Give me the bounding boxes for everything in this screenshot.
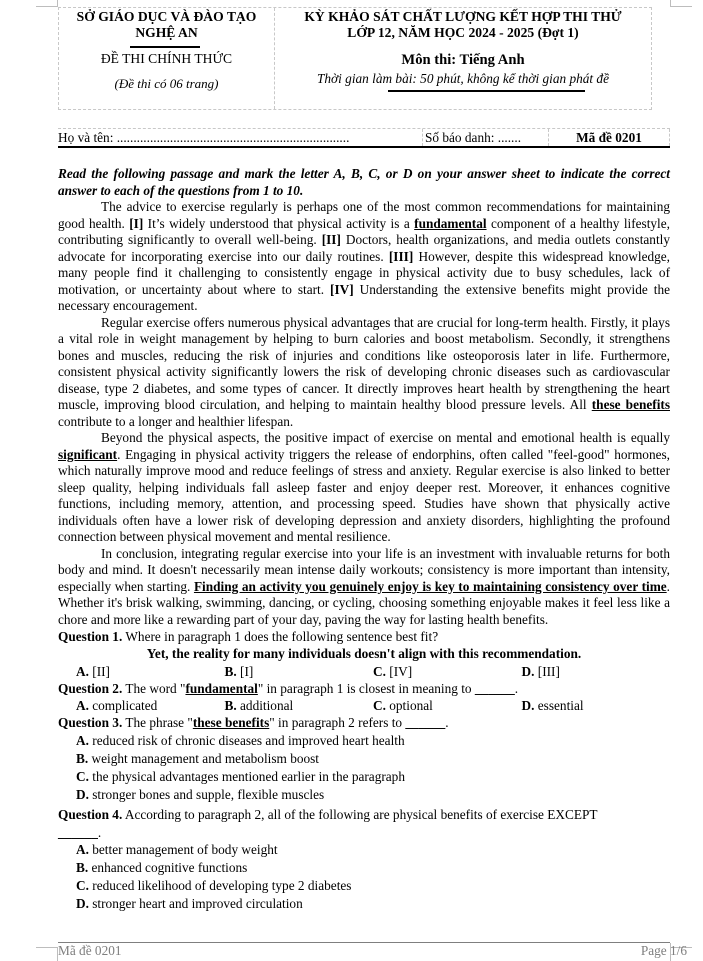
option-d[interactable]: D. stronger heart and improved circulation bbox=[76, 896, 303, 912]
instruction-text: Read the following passage and mark the letter A, B, C, or D on your answer sheet to indicate the correct answer to each of the questions from 1 to 10. bbox=[58, 166, 670, 198]
passage-paragraph-3: Beyond the physical aspects, the positive impact of exercise on mental and emotional health is equally significant. Engaging in physical activity triggers the release of endorphins, often called "feel-good" hormones, which naturally improve mood and reduce feelings of stress and anxiety. Regular exercise is also linked to better sleep quality, helping individuals fall asleep faster and enjoy deeper rest. Moreover, it enhances cognitive functions, including memory, attention, and processing speed. Studies have shown that physically active individuals often have a lower risk of developing depression and anxiety disorders, highlighting the profound connection between physical movement and mental resilience. bbox=[58, 430, 670, 544]
official-exam-label: ĐỀ THI CHÍNH THỨC bbox=[100, 51, 233, 66]
option-c[interactable]: C. [IV] bbox=[373, 663, 413, 679]
info-separator bbox=[669, 129, 670, 146]
candidate-name-field[interactable]: Họ và tên: ...................................................................... bbox=[58, 130, 350, 145]
department-name: SỞ GIÁO DỤC VÀ ĐÀO TẠO bbox=[76, 9, 257, 24]
exam-title: KỲ KHẢO SÁT CHẤT LƯỢNG KẾT HỢP THI THỬ bbox=[304, 9, 622, 24]
crop-mark-bottom-left-h bbox=[36, 947, 58, 948]
question-4 bbox=[58, 805, 670, 914]
option-d[interactable]: D. essential bbox=[521, 698, 584, 714]
header-right-cell bbox=[275, 8, 651, 109]
passage-paragraph-2: Regular exercise offers numerous physical advantages that are crucial for long-term health. Firstly, it plays a vital role in weight management by helping to burn calories and boost metabolism. Secondly, it strengthens bones and muscles, reducing the risk of injuries and conditions like osteoporosis later in life. Furthermore, consistent physical activity significantly lowers the risk of developing chronic diseases such as cardiovascular disease, type 2 diabetes, and some types of cancer. It directly improves heart health by strengthening the heart muscle, improving blood circulation, and helping to maintain healthy blood pressure levels. All these benefits contribute to a longer and healthier lifespan. bbox=[58, 314, 670, 429]
option-a[interactable]: A. reduced risk of chronic diseases and improved heart health bbox=[76, 732, 405, 748]
option-c[interactable]: C. optional bbox=[373, 698, 433, 714]
exam-code: Mã đề 0201 bbox=[576, 130, 642, 145]
question-stem: Question 4. According to paragraph 2, all of the following are physical benefits of exercise EXCEPT bbox=[58, 806, 598, 822]
option-b[interactable]: B. weight management and metabolism boost bbox=[76, 750, 320, 766]
footer-exam-code: Mã đề 0201 bbox=[58, 943, 122, 958]
page-count-note: (Đề thi có 06 trang) bbox=[114, 76, 219, 91]
question-1 bbox=[58, 628, 670, 680]
question-stem: Question 1. Where in paragraph 1 does the following sentence best fit? bbox=[58, 629, 439, 644]
option-b[interactable]: B. additional bbox=[224, 698, 294, 714]
header-left-cell bbox=[59, 8, 275, 109]
keyword-significant: significant bbox=[58, 446, 118, 462]
candidate-id-field[interactable]: Số báo danh: ....... bbox=[425, 130, 522, 145]
time-allowed: Thời gian làm bài: 50 phút, không kể thời gian phát đề bbox=[317, 71, 609, 86]
options-row bbox=[58, 697, 670, 714]
question-3 bbox=[58, 714, 670, 804]
option-a[interactable]: A. better management of body weight bbox=[76, 841, 278, 857]
option-a[interactable]: A. [II] bbox=[76, 663, 110, 679]
question-stem: Question 3. The phrase "these benefits" in paragraph 2 refers to ______. bbox=[58, 715, 449, 731]
option-d[interactable]: D. [III] bbox=[521, 663, 560, 679]
crop-mark-top-right-h bbox=[670, 6, 692, 7]
option-c[interactable]: C. reduced likelihood of developing type 2 diabetes bbox=[76, 878, 352, 893]
option-b[interactable]: B. [I] bbox=[224, 663, 254, 679]
passage-paragraph-1: The advice to exercise regularly is perhaps one of the most common recommendations for maintaining good health. [I] It’s widely understood that physical activity is a fundamental component of a healthy lifestyle, contributing significantly to overall well-being. [II] Doctors, health organizations, and media outlets constantly advocate for incorporating exercise into our daily routines. [III] However, despite this widespread knowledge, many people find it challenging to consistently engage in physical activity due to busy schedules, lack of motivation, or uncertainty about where to start. [IV] Understanding the extensive benefits might provide the necessary encouragement. bbox=[58, 199, 670, 313]
option-b[interactable]: B. enhanced cognitive functions bbox=[76, 859, 248, 875]
candidate-info-row bbox=[58, 128, 670, 148]
info-separator bbox=[422, 129, 423, 146]
exam-body bbox=[58, 166, 670, 913]
crop-mark-top-left-v bbox=[57, 0, 58, 7]
exam-subtitle: LỚP 12, NĂM HỌC 2024 - 2025 (Đợt 1) bbox=[347, 25, 579, 40]
question-sentence: Yet, the reality for many individuals doesn't align with this recommendation. bbox=[146, 646, 582, 662]
exam-header bbox=[58, 7, 652, 110]
crop-mark-top-left-h bbox=[36, 6, 58, 7]
footer-page-number: Page 1/6 bbox=[640, 943, 687, 958]
header-divider bbox=[130, 46, 200, 48]
option-c[interactable]: C. the physical advantages mentioned earlier in the paragraph bbox=[76, 769, 405, 785]
keyword-these-benefits: these benefits bbox=[591, 397, 670, 412]
options-row bbox=[58, 663, 670, 680]
province-name: NGHỆ AN bbox=[135, 25, 198, 40]
option-a[interactable]: A. complicated bbox=[76, 698, 158, 714]
keyword-fundamental: fundamental bbox=[414, 215, 487, 231]
crop-mark-top-right-v bbox=[670, 0, 671, 7]
passage-paragraph-4: In conclusion, integrating regular exercise into your life is an investment with invaluable returns for both body and mind. It doesn't necessarily mean intense daily workouts; consistency is more important than intensity, especially when starting. Finding an activity you genuinely enjoy is key to maintaining consistency over time. Whether it's brisk walking, swimming, dancing, or cycling, choosing something enjoyable makes it feel less like a chore and more like a rewarding part of your day, paving the way for lasting health benefits. bbox=[58, 545, 670, 627]
question-blank: ______. bbox=[58, 824, 102, 840]
option-d[interactable]: D. stronger bones and supple, flexible muscles bbox=[76, 787, 325, 803]
keyword-finding-activity: Finding an activity you genuinely enjoy is key to maintaining consistency over time bbox=[193, 578, 667, 594]
question-stem: Question 2. The word "fundamental" in paragraph 1 is closest in meaning to ______. bbox=[58, 680, 519, 696]
footer-divider bbox=[58, 942, 670, 943]
subject-label: Môn thi: Tiếng Anh bbox=[401, 52, 525, 68]
question-2 bbox=[58, 680, 670, 715]
time-underline bbox=[388, 90, 585, 92]
